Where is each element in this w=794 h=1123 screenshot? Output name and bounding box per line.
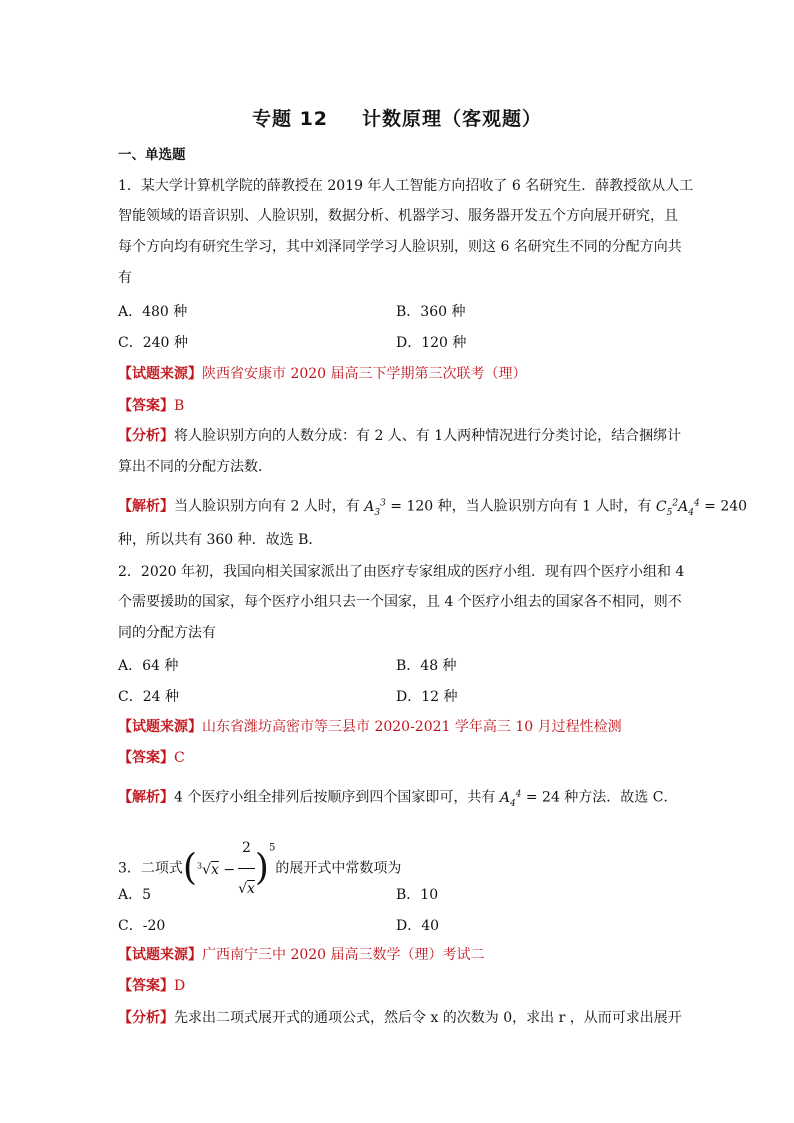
solution-text: = 24 种方法．故选 C．	[521, 789, 678, 806]
solution-label: 【解析】	[118, 789, 174, 806]
q1-solution-line-2: 种，所以共有 360 种．故选 B．	[118, 532, 323, 548]
solution-text: 当人脸识别方向有 2 人时，有	[174, 498, 365, 515]
solution-label: 【解析】	[118, 498, 174, 515]
section-heading: 一、单选题	[118, 147, 186, 163]
q2-source	[118, 717, 622, 737]
answer-label: 【答案】	[118, 750, 174, 766]
q2-answer	[118, 748, 185, 768]
analysis-text: 将人脸识别方向的人数分成：有 2 人、有 1人两种情况进行分类讨论，结合捆绑计	[174, 428, 682, 444]
q2-stem-line-1: 2．2020 年初，我国向相关国家派出了由医疗专家组成的医疗小组．现有四个医疗小组和 4	[118, 564, 685, 580]
source-text: 陕西省安康市 2020 届高三下学期第三次联考（理）	[202, 366, 527, 382]
formula-C-5-2-A-4-4: $C_5^2A_4^4$	[655, 498, 700, 518]
q2-option-a: A．64 种	[118, 658, 179, 674]
q1-stem-line-3: 每个方向均有研究生学习，其中刘泽同学学习人脸识别，则这 6 名研究生不同的分配方向共	[118, 239, 682, 255]
q1-stem-line-1: 1．某大学计算机学院的薛教授在 2019 年人工智能方向招收了 6 名研究生．薛教授欲从人工	[118, 178, 694, 194]
formula-A-4-4: $A_4^4$	[499, 789, 522, 809]
q2-solution	[118, 784, 677, 813]
q1-analysis-line-2: 算出不同的分配方法数．	[118, 459, 272, 475]
q3-option-d: D．40	[396, 918, 440, 934]
solution-text: 4 个医疗小组全排列后按顺序到四个国家即可，共有	[174, 789, 500, 806]
q1-answer	[118, 396, 184, 416]
q1-solution-line-1	[118, 493, 747, 522]
source-text: 广西南宁三中 2020 届高三数学（理）考试二	[202, 947, 485, 963]
analysis-label: 【分析】	[118, 1010, 174, 1026]
q2-option-d: D．12 种	[396, 689, 458, 705]
title-topic-number: 专题 12	[251, 108, 329, 130]
q3-option-a: A．5	[118, 887, 152, 903]
q1-option-a: A．480 种	[118, 304, 188, 320]
q2-stem-line-3: 同的分配方法有	[118, 625, 216, 641]
binomial-expression: ($^3$√x − $\frac{2}{√x}$ )$^5$	[183, 828, 275, 909]
analysis-text: 先求出二项式展开式的通项公式，然后令 x 的次数为 0，求出 r ，从而可求出展开	[174, 1010, 682, 1026]
q1-option-b: B．360 种	[396, 304, 466, 320]
source-label: 【试题来源】	[118, 947, 202, 963]
q3-source	[118, 945, 485, 965]
page-title	[0, 104, 794, 131]
q1-option-d: D．120 种	[396, 335, 467, 351]
solution-text: = 240	[699, 498, 748, 515]
answer-value: C	[174, 750, 185, 766]
q2-option-b: B．48 种	[396, 658, 457, 674]
q3-stem-text: 3．二项式	[118, 860, 183, 877]
answer-label: 【答案】	[118, 978, 174, 994]
q3-option-c: C．-20	[118, 918, 166, 934]
q2-option-c: C．24 种	[118, 689, 179, 705]
source-label: 【试题来源】	[118, 366, 202, 382]
q3-option-b: B．10	[396, 887, 439, 903]
formula-A-3-3: $A_3^3$	[364, 498, 386, 518]
source-text: 山东省潍坊高密市等三县市 2020-2021 学年高三 10 月过程性检测	[202, 719, 622, 735]
q2-stem-line-2: 个需要援助的国家，每个医疗小组只去一个国家，且 4 个医疗小组去的国家各不相同，则不	[118, 594, 682, 610]
analysis-label: 【分析】	[118, 428, 174, 444]
q3-analysis	[118, 1008, 682, 1028]
source-label: 【试题来源】	[118, 719, 202, 735]
q1-stem-line-2: 智能领域的语音识别、人脸识别，数据分析、机器学习、服务器开发五个方向展开研究，且	[118, 208, 678, 224]
solution-text: = 120 种，当人脸识别方向有 1 人时，有	[385, 498, 656, 515]
q3-stem-text: 的展开式中常数项为	[275, 860, 402, 877]
q1-source	[118, 364, 527, 384]
q1-option-c: C．240 种	[118, 335, 188, 351]
q1-analysis-line-1	[118, 426, 681, 446]
answer-value: B	[174, 398, 185, 414]
q3-answer	[118, 976, 185, 996]
answer-label: 【答案】	[118, 398, 174, 414]
answer-value: D	[174, 978, 186, 994]
q1-stem-line-4: 有	[118, 270, 132, 286]
title-topic-name: 计数原理（客观题）	[362, 108, 543, 130]
